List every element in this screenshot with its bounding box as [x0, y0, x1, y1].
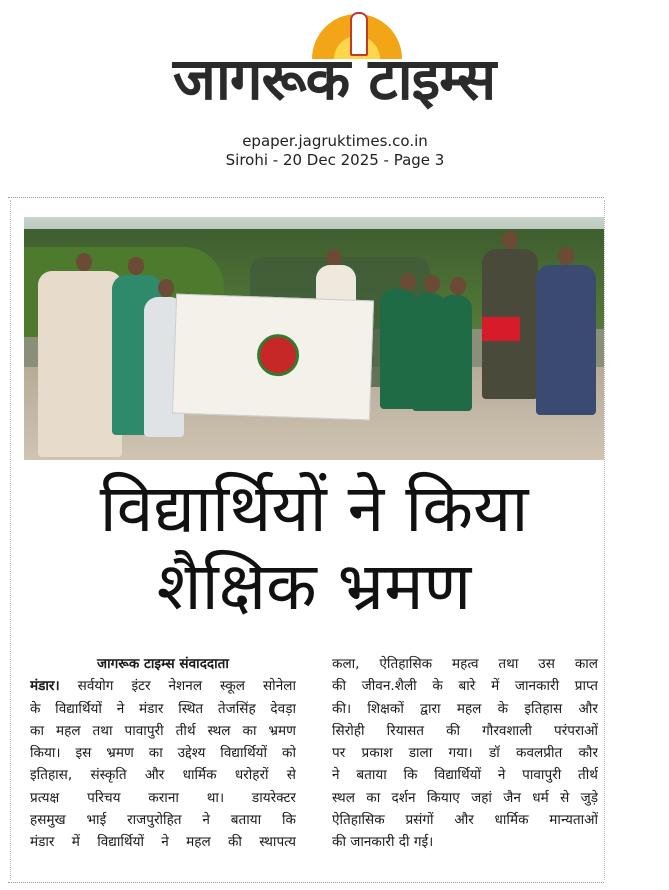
- edition-date: Sirohi - 20 Dec 2025 - Page 3: [225, 151, 445, 169]
- headline-line-2: शैक्षिक भ्रमण: [156, 548, 472, 625]
- masthead: [0, 0, 669, 130]
- left-divider: [10, 200, 11, 880]
- body-line: का महल तथा पावापुरी तीर्थ स्थल का भ्रमण: [30, 722, 296, 739]
- body-line: किया। इस भ्रमण का उद्देश्य विद्यार्थियों को: [30, 745, 296, 762]
- body-line: की जीवन.शैली के बारे में जानकारी प्राप्त: [332, 678, 598, 695]
- edition-info: [180, 132, 490, 170]
- body-line: के विद्यार्थियों ने मंडार स्थित तेजसिंह देवड़ा: [30, 700, 296, 717]
- body-line: की। शिक्षकों द्वारा महल के इतिहास और: [332, 700, 598, 717]
- body-line: मंडार। सर्वयोग इंटर नेशनल स्कूल सोनेला: [30, 678, 296, 695]
- body-line: स्थल का दर्शन कियाए जहां जैन धर्म से जुड़े: [332, 789, 598, 806]
- byline: जागरूक टाइम्स संवाददाता: [97, 656, 229, 672]
- body-line: की जानकारी दी गई।: [332, 834, 434, 851]
- article-headline: [24, 470, 604, 626]
- clipped-text-strip: [278, 171, 528, 179]
- article-column-right: [332, 653, 598, 854]
- body-line: सिरोही रियासत की गौरवशाली परंपराओं: [332, 722, 598, 739]
- body-line: हसमुख भाई राजपुरोहित ने बताया कि: [30, 812, 296, 829]
- school-banner: [172, 294, 374, 421]
- body-line: मंडार में विद्यार्थियों ने महल की स्थापत्य: [30, 834, 296, 851]
- epaper-url[interactable]: epaper.jagruktimes.co.in: [242, 132, 428, 150]
- headline-line-1: विद्यार्थियों ने किया: [99, 470, 529, 547]
- right-divider: [604, 200, 605, 880]
- body-line: ने बताया कि विद्यार्थियों ने पावापुरी तीर्थ: [332, 767, 598, 784]
- body-line: पर प्रकाश डाला गया। डॉ कवलप्रीत कौर: [332, 745, 598, 762]
- article-photo: [24, 217, 604, 460]
- bottom-divider: [8, 882, 604, 883]
- body-line: प्रत्यक्ष परिचय कराना था। डायरेक्टर: [30, 789, 296, 806]
- body-line: कला, ऐतिहासिक महत्व तथा उस काल: [332, 656, 598, 672]
- article-column-left: [30, 653, 296, 854]
- newspaper-logo: जागरूक टाइम्स: [172, 45, 496, 113]
- top-divider: [8, 197, 604, 198]
- body-line: ऐतिहासिक प्रसंगों और धार्मिक मान्यताओं: [332, 812, 598, 829]
- body-line: इतिहास, संस्कृति और धार्मिक धरोहरों से: [30, 767, 296, 784]
- school-emblem-icon: [256, 333, 299, 376]
- dateline: मंडार।: [30, 678, 60, 695]
